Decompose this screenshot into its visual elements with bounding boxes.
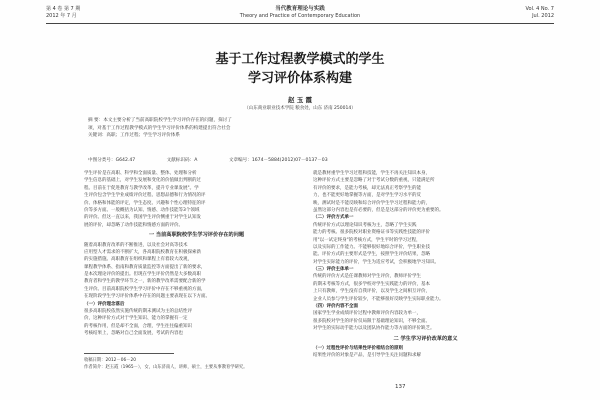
- header-rule: [46, 23, 554, 24]
- right-column: [313, 170, 538, 360]
- body-line: 用"以一试定终身"的考核方式，学生平时的学习过程，: [313, 237, 421, 243]
- volume-issue-en: Vol. 4 No. 7: [525, 6, 554, 12]
- issue-date-en: Jul. 2012: [532, 13, 554, 19]
- body-line: 对学生实际能力的评价，学生为适应考试，会积极地学习知识。: [313, 259, 439, 265]
- footnote-rule: [84, 353, 174, 354]
- abstract-line: 摘 要：本文主要分析了当前高职院校学生学习评价存在的问题，探讨了: [88, 118, 232, 123]
- body-line: 力，也不能更好地掌握等方面，是对学生学习水平的反: [313, 193, 421, 199]
- body-line: 结果性评价的对象是产品，是引导学生关注问题和求解: [313, 353, 421, 359]
- running-header: [46, 6, 554, 28]
- body-line: 对学生的实际动手能力以及团队协作能力等方面的评价缺乏。: [313, 326, 435, 332]
- received-date: 收稿日期：2012－06－20: [84, 358, 136, 363]
- classification-meta: [88, 157, 358, 163]
- author-bio: 作者简介：赵玉霞（1965－），女，山东济南人，讲师，硕士，主要从事教育学研究。: [84, 365, 248, 370]
- body-line: 以及实际的工作能力。不能够很好地综合评价，学生职业技: [313, 244, 430, 250]
- journal-name-cn: 当代教育理论与实践: [275, 6, 325, 12]
- header-right: [525, 6, 554, 20]
- body-line: 生评价。目前高职院校学生学习评价中存在不够重视的方面，: [84, 286, 206, 292]
- author-affiliation: （山东商业职业技术学院 粮食处，山东 济南 250014）: [244, 106, 356, 111]
- body-line: 很多高职院校依然实施传统的期末测试为主的总结性评: [84, 309, 192, 315]
- body-line: 上只有教师，学生没有自我评价，以及学生之间相互评价，: [313, 289, 430, 295]
- subsection-heading: （三）评价主体单一: [313, 267, 354, 273]
- body-line: 教育者和学生的教学环节之一，新的教学改革需要配合新的学: [84, 279, 206, 285]
- body-line: 程。目前在于促进教育与教学改革，提升专业课发展"。学: [84, 185, 199, 191]
- journal-name-en: Theory and Practice of Contemporary Education: [239, 13, 361, 19]
- subsection-heading: （一）评价理念落后: [84, 301, 125, 307]
- body-line: 映，测试时是不能反映和综合评价学生学习过程和能力的，: [313, 200, 430, 206]
- body-line: 虽然这部分内容也是有必要的，但是是这部分的评价更为重要的。: [313, 207, 444, 213]
- body-line: 能。评价方式的主要形式是学生，按照学生评价结果，忽略: [313, 252, 430, 258]
- abstract-line: 项，对基于工作过程教学模式的学生学习评价体系的构建提出符合社会: [88, 125, 231, 131]
- title-line-2: 学习评价体系构建: [247, 71, 352, 86]
- body-line: 的实施措施。高职教育在组织和课程上有着较大改观，: [84, 257, 192, 263]
- body-line: 的考核作用，但是却不全面，合理，学生往往偏重知识: [84, 323, 192, 329]
- section-heading-2: 二 学生学习评价改革的意义: [393, 335, 458, 342]
- body-line: 考核结果上，忽略对自己全面发展，考试的内容也: [84, 331, 183, 337]
- title-line-1: 基于工作过程教学模式的学生: [215, 52, 385, 67]
- body-line: 传统评价方式以理论知识考核为主，忽略了学生实践: [313, 222, 417, 228]
- body-line: 国家学生学业成绩评价过程中教师评价内容较为单一，: [313, 311, 421, 317]
- document-code: 文献标识码：A: [166, 158, 198, 163]
- body-line: 很多院校对学生的评价仅局限于基础理论知识，不够全面。: [313, 318, 430, 324]
- abstract-block: [88, 117, 508, 140]
- subsection-heading: （四）评价内容不全面: [313, 304, 358, 310]
- body-line: 价、体格和体能的评定，学生态度、兴趣和个性心理特征的评: [84, 200, 206, 206]
- body-line: 能力的考核。很多院校对职业资格证书等实践性技能的评价: [313, 230, 430, 236]
- body-line: 学生信息的基础上，对学生发展和变化的价值做出判断的过: [84, 178, 201, 184]
- body-line: 在现阶段学生学习评价体系中存在的问题主要表现在以下方面。: [84, 294, 210, 300]
- body-line: 课程教学体系、指南和教育质量监控等方面提出了新的要求，: [84, 264, 206, 270]
- subsection-heading: （一）过程性评价与结果性评价相结合的原则: [313, 346, 403, 351]
- subsection-heading: （二）评价方式单一: [313, 215, 354, 221]
- body-line: 的评价。但这一直以来，我国学生评价侧重于对学生认知发: [84, 215, 201, 221]
- body-line: 展的评价，却忽略了动作技能和情感方面的评价。: [84, 222, 183, 228]
- body-line: 企业人员参与学生评价较少，不能够很好反映学生实际职业能力。: [313, 296, 444, 302]
- body-line: 应用型人才需求的不断扩大，各高职院校教育在积极探索新: [84, 249, 201, 255]
- issue-date: 2012 年 7 月: [46, 13, 77, 19]
- article-number: 文章编号：1674－5884(2012)07－0137－03: [228, 158, 328, 163]
- section-heading-1: 一 当前高职院校学生学习评价存在的问题: [148, 232, 245, 239]
- clc-number: 中图分类号：G642.47: [88, 158, 136, 163]
- page-number: 137: [395, 384, 406, 390]
- body-line: 学生评价是在高职、科学和全面质量、整体、处理和分析: [84, 171, 197, 176]
- body-line: 这种评价方式主要是忽略了对于考试分数的重视，只能满足所: [313, 178, 435, 184]
- body-line: 价，这种评价方式对于学生知识、能力的掌握有一定: [84, 316, 188, 322]
- keywords-line: 关键词：高职；工作过程；学生学习评价体系: [88, 133, 180, 139]
- header-center: [46, 6, 554, 20]
- body-line: 就是教材重学生学习过程和技能，学生不再关注知识本身，: [313, 171, 430, 176]
- left-column: [84, 170, 309, 338]
- body-line: 传统的评价方式是任课教师对学生评价，教师评价学生: [313, 274, 421, 280]
- author-name: 赵 玉 霞: [287, 96, 313, 104]
- body-line: 有评价的要求，是能力考核，却无法真正考察学生的能: [313, 185, 421, 191]
- volume-issue: 第 4 卷 第 7 期: [46, 6, 81, 12]
- body-line: 是本次理论评价的提出。但现在学生评价仍然是大多数高职: [84, 272, 201, 278]
- body-line: 随着高职教育改革的不断推进，以及社会对高等技术: [84, 242, 188, 248]
- body-line: 的期末考核等方式，很多学校对学生实践能力的评价，基本: [313, 281, 430, 287]
- body-line: 生评价包含学生学业成绩评价过程、思想品德和行为情况的评: [84, 193, 206, 199]
- body-line: 价等多方面。一般概括为认知、情感、动作技能等3个领域: [84, 207, 200, 213]
- article-title: [0, 50, 600, 88]
- footnote: [84, 357, 247, 371]
